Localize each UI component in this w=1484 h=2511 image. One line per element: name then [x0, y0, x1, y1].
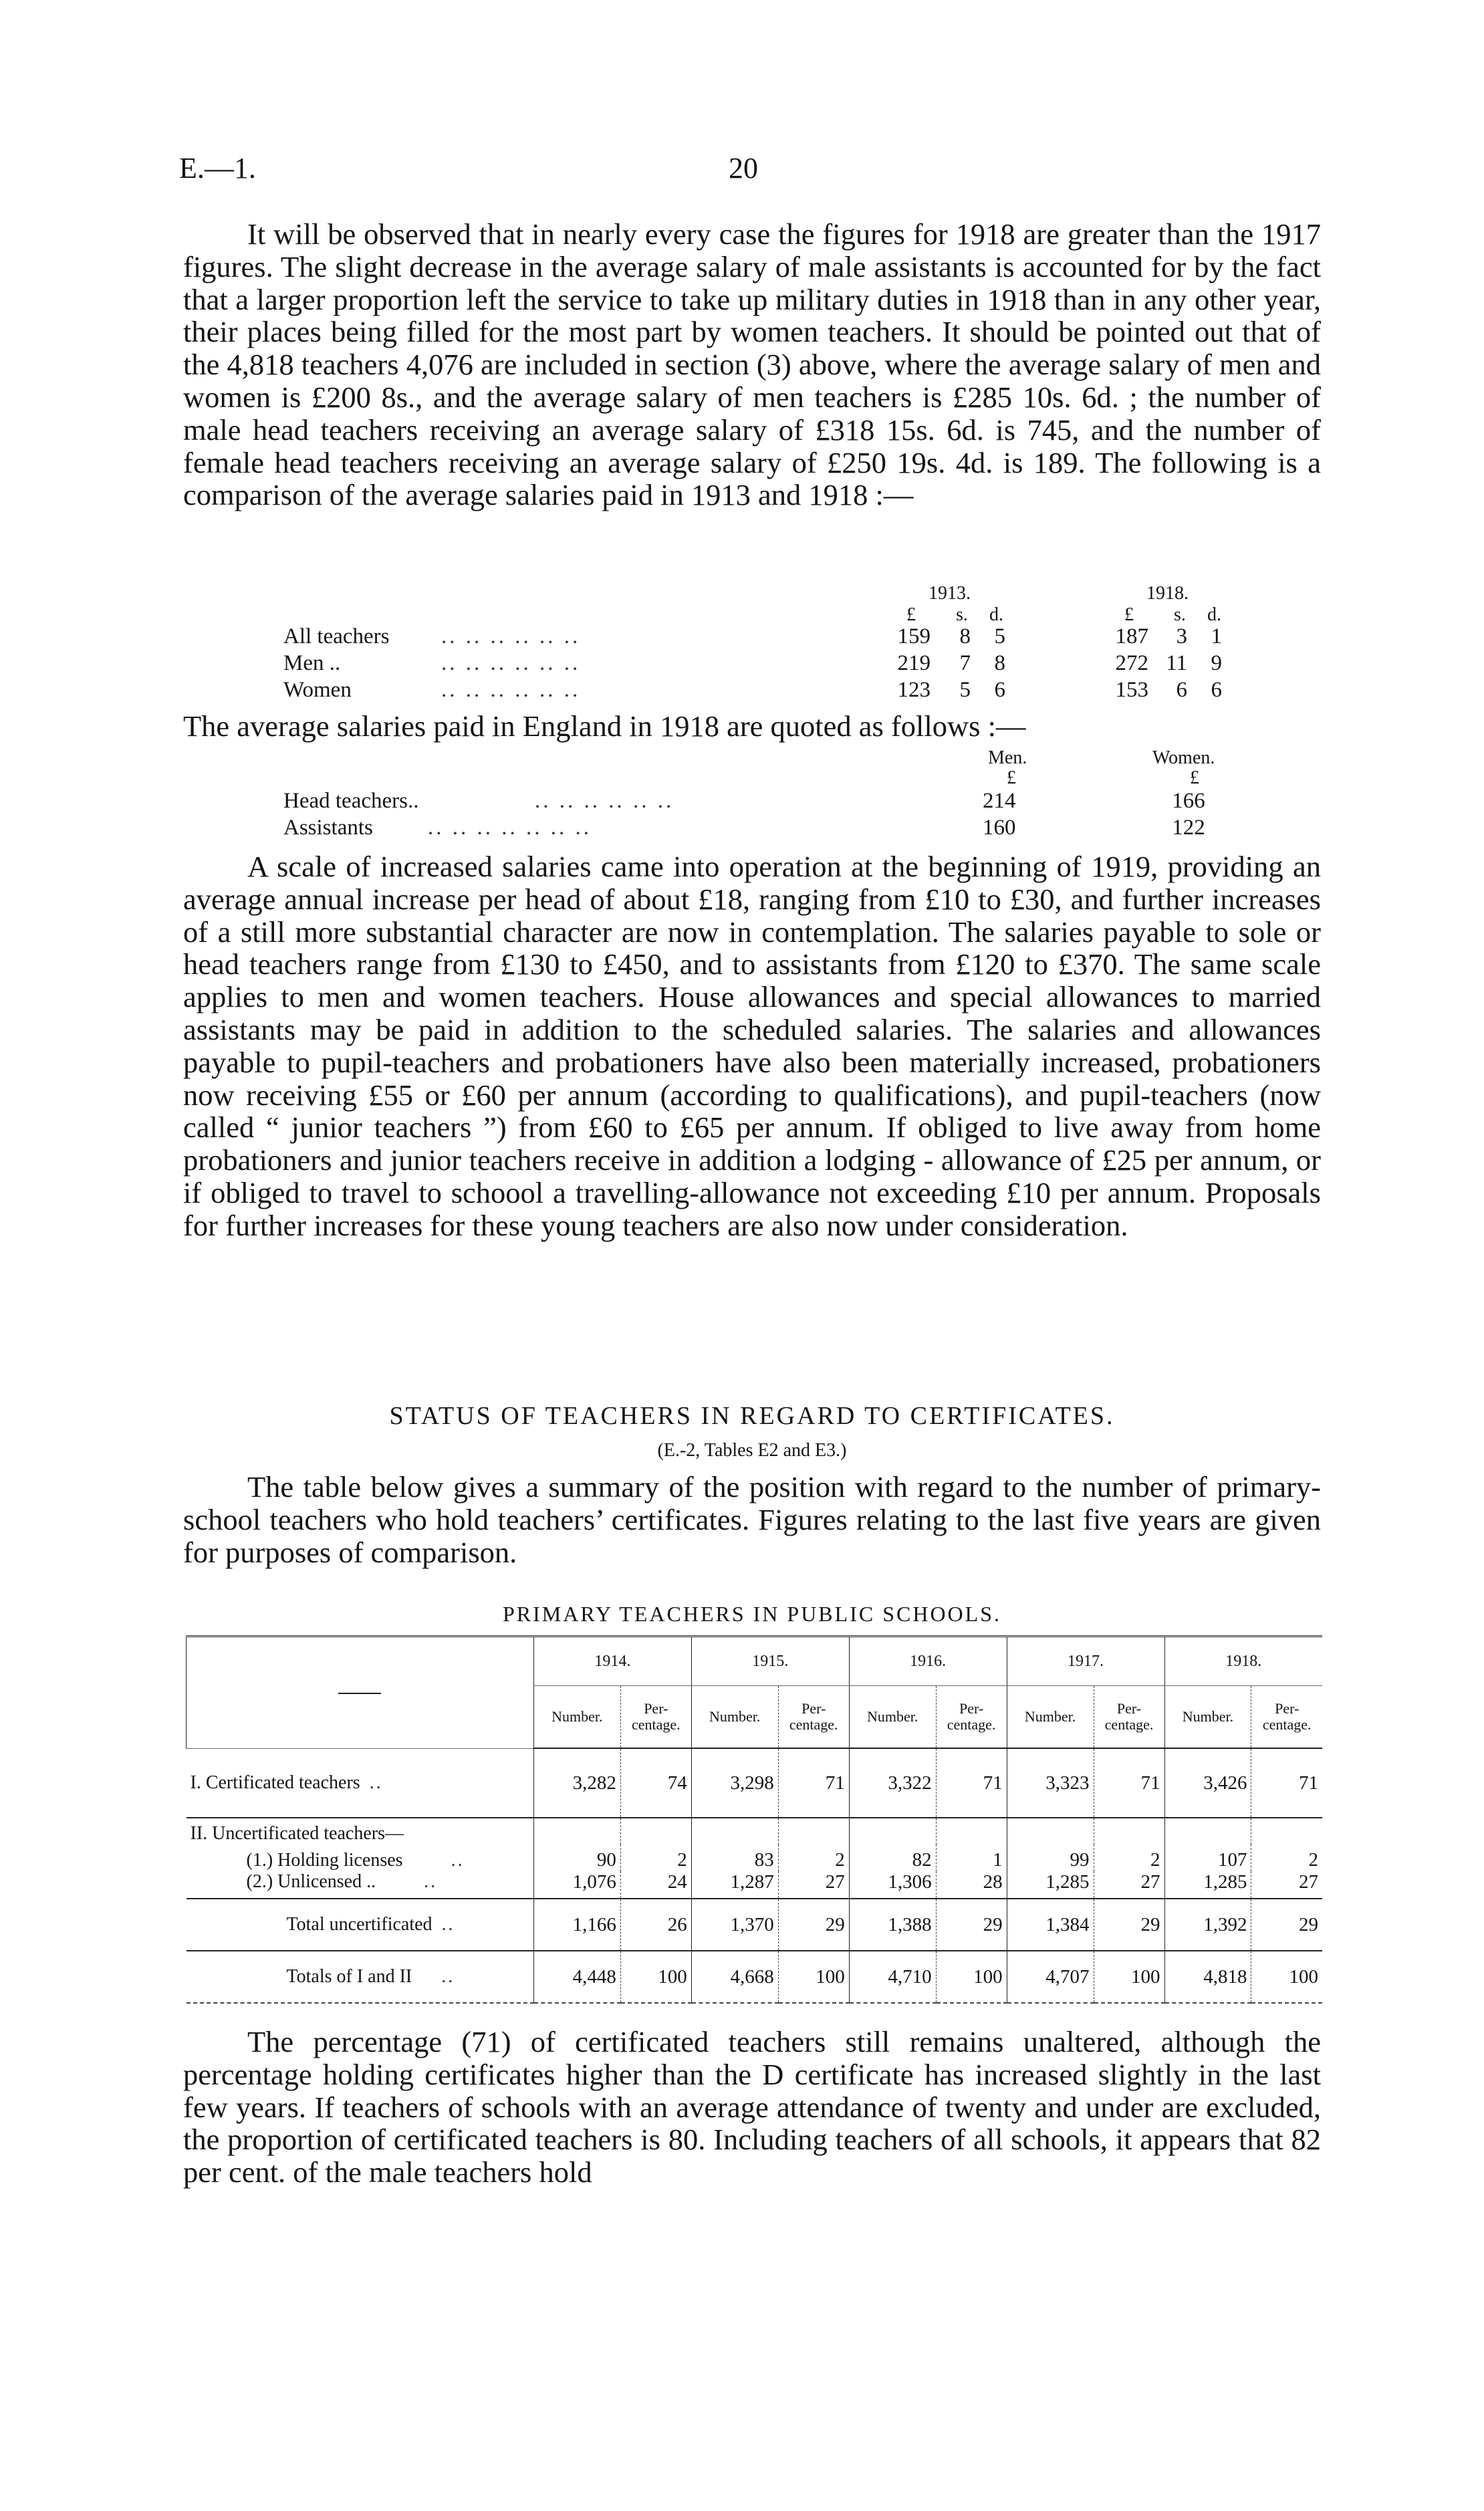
men-column-header: Men.	[988, 747, 1027, 768]
unit-pound-men: £	[1007, 767, 1016, 788]
document-page: E.—1. 20 It will be observed that in nearly every case the figures for 1918 are greater than the 1917 figures. The slight decrease in the average salary of male assistants is accounted for by the fact that a larger proportion left the service to take up military duties in 1918 than in any other year, their places being filled for the most part by women teachers. It should be pointed out that of the 4,818 teachers 4,076 are included in section (3) above, where the average salary of men and women is £200 8s., and the average salary of men teachers is £285 10s. 6d. ; the number of male head teachers receiving an average salary of £318 15s. 6d. is 745, and the number of female head teachers receiving an average salary of £250 19s. 4d. is 189. The following is a comparison of the average salaries paid in 1913 and 1918 :— 1913. 1918. £ s. d. £ s. d. All teachers .. .. .. .. .. .. 159 8 5 187 3 1 Men .. .. .. .. .. .. .. 219 7 8 272 11 9 Women .. .. .. .. .. .. 123 5 6 153 6 6 The average salaries paid in England in 1918 are quoted as follows :— Men. Women. £ £ Head teachers.. .. .. .. .. .. .. 214 166 Assistants .. .. .. .. .. .. .. 160 122 A scale of increased salaries came into operation at the beginning of 1919, providing an average annual increase per head of about £18, ranging from £10 to £30, and further increases of a still more substantial character are now in contemplation. The salaries payable to sole or head teachers range from £130 to £450, and to assistants from £120 to £370. The same scale applies to men and women teachers. House allowances and special allowances to married assistants may be paid in addition to the scheduled salaries. The salaries and allowances payable to pupil-teachers and probationers have also been materially increased, probationers now receiving £55 or £60 per annum (according to qualifications), and pupil-teachers (now called “ junior teachers ”) from £60 to £65 per annum. If obliged to live away from home probationers and junior teachers receive in addition a lodging - allowance of £25 per annum, or if obliged to travel to schoool a travelling-allowance not exceeding £10 per annum. Proposals for further increases for these young teachers are also now under consideration. STATUS OF TEACHERS IN REGARD TO CERTIFICATES. (E.-2, Tables E2 and E3.) The table below gives a summary of the position with regard to the number of primary-school teachers who hold teachers’ certificates. Figures relating to the last five years are given for purposes of comparison. PRIMARY TEACHERS IN PUBLIC SCHOOLS. 1914. 1915. 1916. 1917. 1918. Number. Per-centage. Number. Per-centage. Number. Per-centage. Number. Per-centage. Number. Per-centage. I. Certificated teachers .. 3,282 74 3,298 71 3,322 71 3,323 71 3,426 71 II. Uncertificated teachers— (1.) Holding licenses .. 90 2 83 2 82 1 99 2 107 2 (2.) Unlicensed .. .. 1,076 24 1,287 27 1,306 28 1,285 27 1,285 27 Total uncertificated .. 1,166 26 1,370 29 1,388 29 1,384 29 1,392 29 Totals of I and II .. 4,448 100 4,668 100 4,710 100 4,707 100 4,818 100 The percentage (71) of certificated teachers still remains unaltered, although the percentage holding certificates higher than the D certificate has increased slightly in the last few years. If teachers of schools with an average attendance of twenty and under are excluded, the proportion of certificated teachers is 80. Including teachers of all schools, it appears that 82 per cent. of the male teachers hold	[179, 152, 1321, 2189]
unit-pence-1913: d.	[989, 604, 1003, 625]
number-header: Number.	[849, 1686, 936, 1749]
year-header: 1918.	[1164, 1637, 1322, 1686]
percentage-header: Per-centage.	[778, 1686, 849, 1749]
paragraph-salary-scale: A scale of increased salaries came into operation at the beginning of 1919, providing an average annual increase per head of about £18, ranging from £10 to £30, and further increases of a still more substantial character are now in contemplation. The salaries payable to sole or head teachers range from £130 to £450, and to assistants from £120 to £370. The same scale applies to men and women teachers. House allowances and special allowances to married assistants may be paid in addition to the scheduled salaries. The salaries and allowances payable to pupil-teachers and probationers have also been materially increased, probationers now receiving £55 or £60 per annum (according to qualifications), and pupil-teachers (now called “ junior teachers ”) from £60 to £65 per annum. If obliged to live away from home probationers and junior teachers receive in addition a lodging - allowance of £25 per annum, or if obliged to travel to schoool a travelling-allowance not exceeding £10 per annum. Proposals for further increases for these young teachers are also now under consideration.	[183, 850, 1321, 1242]
percentage-header: Per-centage.	[1094, 1686, 1164, 1749]
number-header: Number.	[1164, 1686, 1251, 1749]
year-header: 1915.	[691, 1637, 849, 1686]
dash-icon	[338, 1693, 381, 1694]
year-header: 1917.	[1007, 1637, 1164, 1686]
table-row-totals: Totals of I and II .. 4,448 100 4,668 100 4,710 100 4,707 100 4,818 100	[187, 1951, 1323, 2003]
year-1913-header: 1913.	[929, 583, 971, 604]
women-column-header: Women.	[1152, 747, 1215, 768]
year-header-row	[187, 1637, 1323, 1686]
unit-pence-1918: d.	[1207, 604, 1221, 625]
year-header: 1914.	[533, 1637, 691, 1686]
section-title-certificates: STATUS OF TEACHERS IN REGARD TO CERTIFICATES.	[389, 1402, 1115, 1430]
percentage-header: Per-centage.	[936, 1686, 1007, 1749]
number-header: Number.	[533, 1686, 620, 1749]
table-row-certificated: I. Certificated teachers .. 3,282 74 3,298 71 3,322 71 3,323 71 3,426 71	[187, 1748, 1323, 1818]
number-header: Number.	[1007, 1686, 1094, 1749]
table-row-uncertificated-heading: II. Uncertificated teachers—	[187, 1818, 1323, 1844]
year-1918-header: 1918.	[1146, 583, 1189, 604]
primary-teachers-table	[186, 1635, 1322, 2004]
stub-header	[187, 1637, 534, 1749]
paragraph-england-salaries: The average salaries paid in England in 1918 are quoted as follows :—	[183, 709, 1026, 743]
unit-shilling-1918: s.	[1174, 604, 1186, 625]
section-subtitle: (E.-2, Tables E2 and E3.)	[657, 1440, 847, 1461]
unit-pound-women: £	[1190, 767, 1199, 788]
table-row-holding-licenses: (1.) Holding licenses .. 90 2 83 2 82 1 99 2 107 2	[187, 1844, 1323, 1871]
year-header: 1916.	[849, 1637, 1007, 1686]
page-number: 20	[729, 152, 758, 185]
paragraph-salary-observations: It will be observed that in nearly every case the figures for 1918 are greater than the 1917 figures. The slight decrease in the average salary of male assistants is accounted for by the fact that a larger proportion left the service to take up military duties in 1918 than in any other year, their places being filled for the most part by women teachers. It should be pointed out that of the 4,818 teachers 4,076 are included in section (3) above, where the average salary of men and women is £200 8s., and the average salary of men teachers is £285 10s. 6d. ; the number of male head teachers receiving an average salary of £318 15s. 6d. is 745, and the number of female head teachers receiving an average salary of £250 19s. 4d. is 189. The following is a comparison of the average salaries paid in 1913 and 1918 :—	[183, 217, 1321, 512]
unit-shilling-1913: s.	[956, 604, 968, 625]
unit-pound-1918: £	[1124, 604, 1134, 625]
percentage-header: Per-centage.	[620, 1686, 691, 1749]
number-header: Number.	[691, 1686, 778, 1749]
document-reference: E.—1.	[179, 152, 256, 185]
paragraph-percentage-note: The percentage (71) of certificated teachers still remains unaltered, although the percentage holding certificates higher than the D certificate has increased slightly in the last few years. If teachers of schools with an average attendance of twenty and under are excluded, the proportion of certificated teachers is 80. Including teachers of all schools, it appears that 82 per cent. of the male teachers hold	[183, 2025, 1321, 2189]
percentage-header: Per-centage.	[1251, 1686, 1322, 1749]
paragraph-table-intro: The table below gives a summary of the position with regard to the number of primary-school teachers who hold teachers’ certificates. Figures relating to the last five years are given for purposes of comparison.	[183, 1470, 1321, 1569]
table-row-unlicensed: (2.) Unlicensed .. .. 1,076 24 1,287 27 1,306 28 1,285 27 1,285 27	[187, 1871, 1323, 1899]
table-title: PRIMARY TEACHERS IN PUBLIC SCHOOLS.	[503, 1602, 1001, 1626]
table-row-total-uncertificated: Total uncertificated .. 1,166 26 1,370 29 1,388 29 1,384 29 1,392 29	[187, 1899, 1323, 1951]
unit-pound-1913: £	[906, 604, 916, 625]
